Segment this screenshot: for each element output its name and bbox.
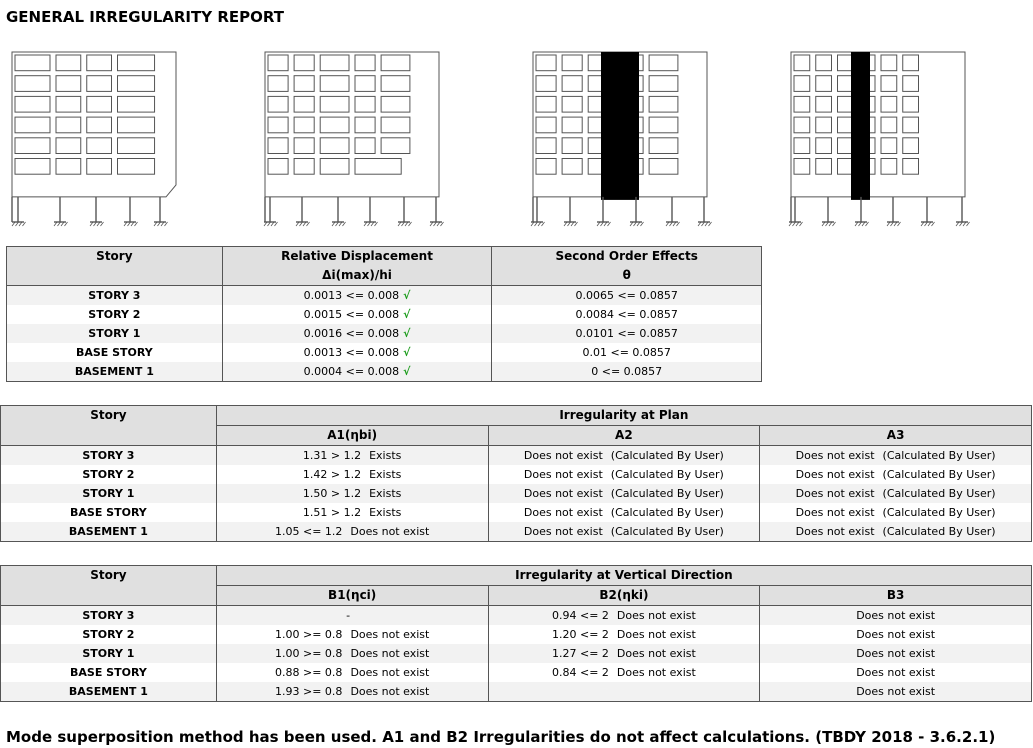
table-row: STORY 1 1.50 > 1.2 Exists Does not exist (Calculated By User) Does not exist (Calculated By User) bbox=[1, 484, 1032, 503]
table-row: BASEMENT 1 0.0004 <= 0.008 √ 0 <= 0.0857 bbox=[7, 362, 762, 382]
check-icon: √ bbox=[403, 308, 411, 321]
check-icon: √ bbox=[403, 327, 411, 340]
table-row: STORY 2 1.00 >= 0.8 Does not exist 1.20 <= 2 Does not exist Does not exist bbox=[1, 625, 1032, 644]
col-a1: A1(ηbi) bbox=[216, 426, 488, 446]
table-row: STORY 3 0.0013 <= 0.008 √ 0.0065 <= 0.0857 bbox=[7, 286, 762, 306]
table-row: BASE STORY 0.0013 <= 0.008 √ 0.01 <= 0.0857 bbox=[7, 343, 762, 362]
table-row: BASEMENT 1 1.93 >= 0.8 Does not exist Does not exist bbox=[1, 682, 1032, 702]
col-b2: B2(ηki) bbox=[488, 586, 760, 606]
table-row: BASEMENT 1 1.05 <= 1.2 Does not exist Does not exist (Calculated By User) Does not exist (Calculated By User) bbox=[1, 522, 1032, 542]
footnote: Mode superposition method has been used. A1 and B2 Irregularities do not affect calculations. (TBDY 2018 - 3.6.2.1) bbox=[6, 728, 996, 746]
check-icon: √ bbox=[403, 365, 411, 378]
table-row: BASE STORY 1.51 > 1.2 Exists Does not exist (Calculated By User) Does not exist (Calculated By User) bbox=[1, 503, 1032, 522]
table-row: STORY 1 0.0016 <= 0.008 √ 0.0101 <= 0.0857 bbox=[7, 324, 762, 343]
irregularity-diagrams bbox=[0, 0, 1033, 240]
displacement-table bbox=[6, 246, 762, 382]
col-second-order-effects: Second Order Effects bbox=[492, 247, 762, 267]
check-icon: √ bbox=[403, 289, 411, 302]
col-b1: B1(ηci) bbox=[216, 586, 488, 606]
col-story: Story bbox=[7, 247, 223, 267]
col-theta: θ bbox=[492, 266, 762, 286]
plan-irregularity-table bbox=[0, 405, 1032, 542]
building-diagram-b2 bbox=[531, 52, 712, 226]
table-row: STORY 2 1.42 > 1.2 Exists Does not exist (Calculated By User) Does not exist (Calculated By User) bbox=[1, 465, 1032, 484]
col-displacement-formula: Δi(max)/hi bbox=[222, 266, 492, 286]
table-row: STORY 3 1.31 > 1.2 Exists Does not exist (Calculated By User) Does not exist (Calculated By User) bbox=[1, 446, 1032, 466]
building-diagram-a1 bbox=[12, 52, 176, 226]
vertical-irregularity-table bbox=[0, 565, 1032, 702]
col-b3: B3 bbox=[760, 586, 1032, 606]
building-diagram-b1 bbox=[264, 52, 444, 226]
col-group-vertical: Irregularity at Vertical Direction bbox=[216, 566, 1031, 586]
col-relative-displacement: Relative Displacement bbox=[222, 247, 492, 267]
col-a2: A2 bbox=[488, 426, 760, 446]
col-a3: A3 bbox=[760, 426, 1032, 446]
report-title: GENERAL IRREGULARITY REPORT bbox=[6, 8, 284, 26]
building-diagram-b3 bbox=[789, 52, 970, 226]
col-story: Story bbox=[1, 566, 217, 586]
check-icon: √ bbox=[403, 346, 411, 359]
table-row: STORY 1 1.00 >= 0.8 Does not exist 1.27 <= 2 Does not exist Does not exist bbox=[1, 644, 1032, 663]
table-row: STORY 3 - 0.94 <= 2 Does not exist Does not exist bbox=[1, 606, 1032, 626]
col-group-plan: Irregularity at Plan bbox=[216, 406, 1031, 426]
table-row: STORY 2 0.0015 <= 0.008 √ 0.0084 <= 0.0857 bbox=[7, 305, 762, 324]
table-row: BASE STORY 0.88 >= 0.8 Does not exist 0.84 <= 2 Does not exist Does not exist bbox=[1, 663, 1032, 682]
col-story: Story bbox=[1, 406, 217, 426]
